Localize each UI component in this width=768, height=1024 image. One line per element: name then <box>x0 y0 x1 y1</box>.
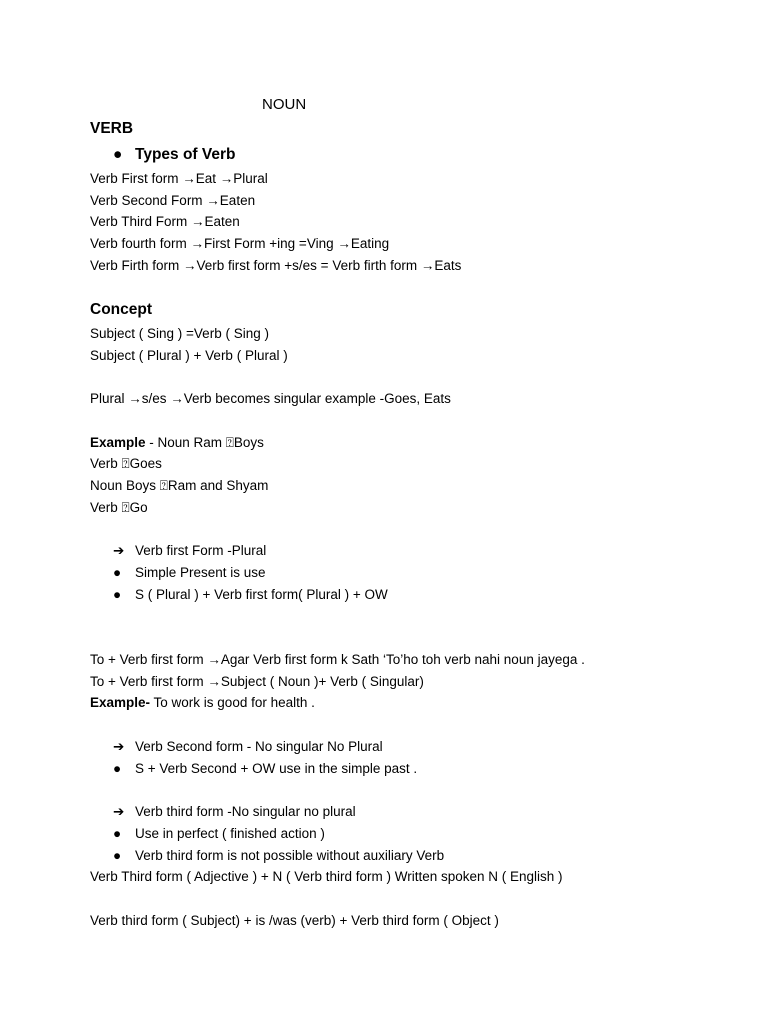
arrow-bullet-icon: ➔ <box>113 804 125 819</box>
list-item-text: S + Verb Second + OW use in the simple past . <box>135 761 418 776</box>
third-line-2: Verb third form ( Subject) + is /was (verb) + Verb third form ( Object ) <box>90 913 499 928</box>
list-item-text: Verb first Form -Plural <box>135 543 267 558</box>
example-line-3: Verb ⍰Go <box>90 500 148 515</box>
third-line-1: Verb Third form ( Adjective ) + N ( Verb third form ) Written spoken N ( English ) <box>90 869 563 884</box>
concept-line-2: Subject ( Plural ) + Verb ( Plural ) <box>90 348 288 363</box>
form-line-1: Verb First form →Eat →Plural <box>90 171 268 186</box>
verb-heading: VERB <box>90 120 134 137</box>
list-item <box>113 826 325 842</box>
form-line-2: Verb Second Form →Eaten <box>90 193 256 208</box>
list-item <box>113 587 388 603</box>
list-item <box>113 848 444 864</box>
bullet-icon: ● <box>113 587 122 602</box>
list-item-text: Verb third form -No singular no plural <box>135 804 356 819</box>
concept-heading: Concept <box>90 301 152 318</box>
list-item <box>113 565 266 581</box>
bullet-icon: ● <box>113 826 122 841</box>
list-item-text: Verb Second form - No singular No Plural <box>135 739 383 754</box>
example-line-2: Noun Boys ⍰Ram and Shyam <box>90 478 269 493</box>
example-2-label: Example- <box>90 695 151 710</box>
bullet-icon: ● <box>113 848 122 863</box>
arrow-bullet-icon: ➔ <box>113 739 125 754</box>
list-item-text: Verb third form is not possible without auxiliary Verb <box>135 848 445 863</box>
list-item <box>113 543 266 559</box>
types-heading-item <box>113 147 236 163</box>
example-2-text: To work is good for health . <box>150 695 315 710</box>
list-item-text: S ( Plural ) + Verb first form( Plural ) + OW <box>135 587 388 602</box>
arrow-bullet-icon: ➔ <box>113 543 125 558</box>
example-1-text: - Noun Ram ⍰Boys <box>145 435 264 450</box>
bullet-icon: ● <box>113 146 123 163</box>
bullet-icon: ● <box>113 761 122 776</box>
list-item <box>113 804 356 820</box>
plural-note: Plural →s/es →Verb becomes singular example -Goes, Eats <box>90 391 451 406</box>
to-line-2: To + Verb first form →Subject ( Noun )+ Verb ( Singular) <box>90 674 424 689</box>
form-line-5: Verb Firth form →Verb first form +s/es = Verb firth form →Eats <box>90 258 462 273</box>
example-1-label: Example <box>90 435 146 450</box>
example-1 <box>90 435 264 451</box>
form-line-4: Verb fourth form →First Form +ing =Ving →Eating <box>90 236 390 251</box>
to-line-1: To + Verb first form →Agar Verb first form k Sath ‘To’ho toh verb nahi noun jayega . <box>90 652 585 667</box>
list-item-text: Use in perfect ( finished action ) <box>135 826 325 841</box>
page-title: NOUN <box>262 96 307 113</box>
list-item <box>113 739 383 755</box>
list-item <box>113 761 417 777</box>
form-line-3: Verb Third Form →Eaten <box>90 214 240 229</box>
list-item-text: Simple Present is use <box>135 565 266 580</box>
bullet-icon: ● <box>113 565 122 580</box>
types-heading: Types of Verb <box>135 146 236 163</box>
example-line-1: Verb ⍰Goes <box>90 456 162 471</box>
example-2 <box>90 695 315 711</box>
concept-line-1: Subject ( Sing ) =Verb ( Sing ) <box>90 326 269 341</box>
